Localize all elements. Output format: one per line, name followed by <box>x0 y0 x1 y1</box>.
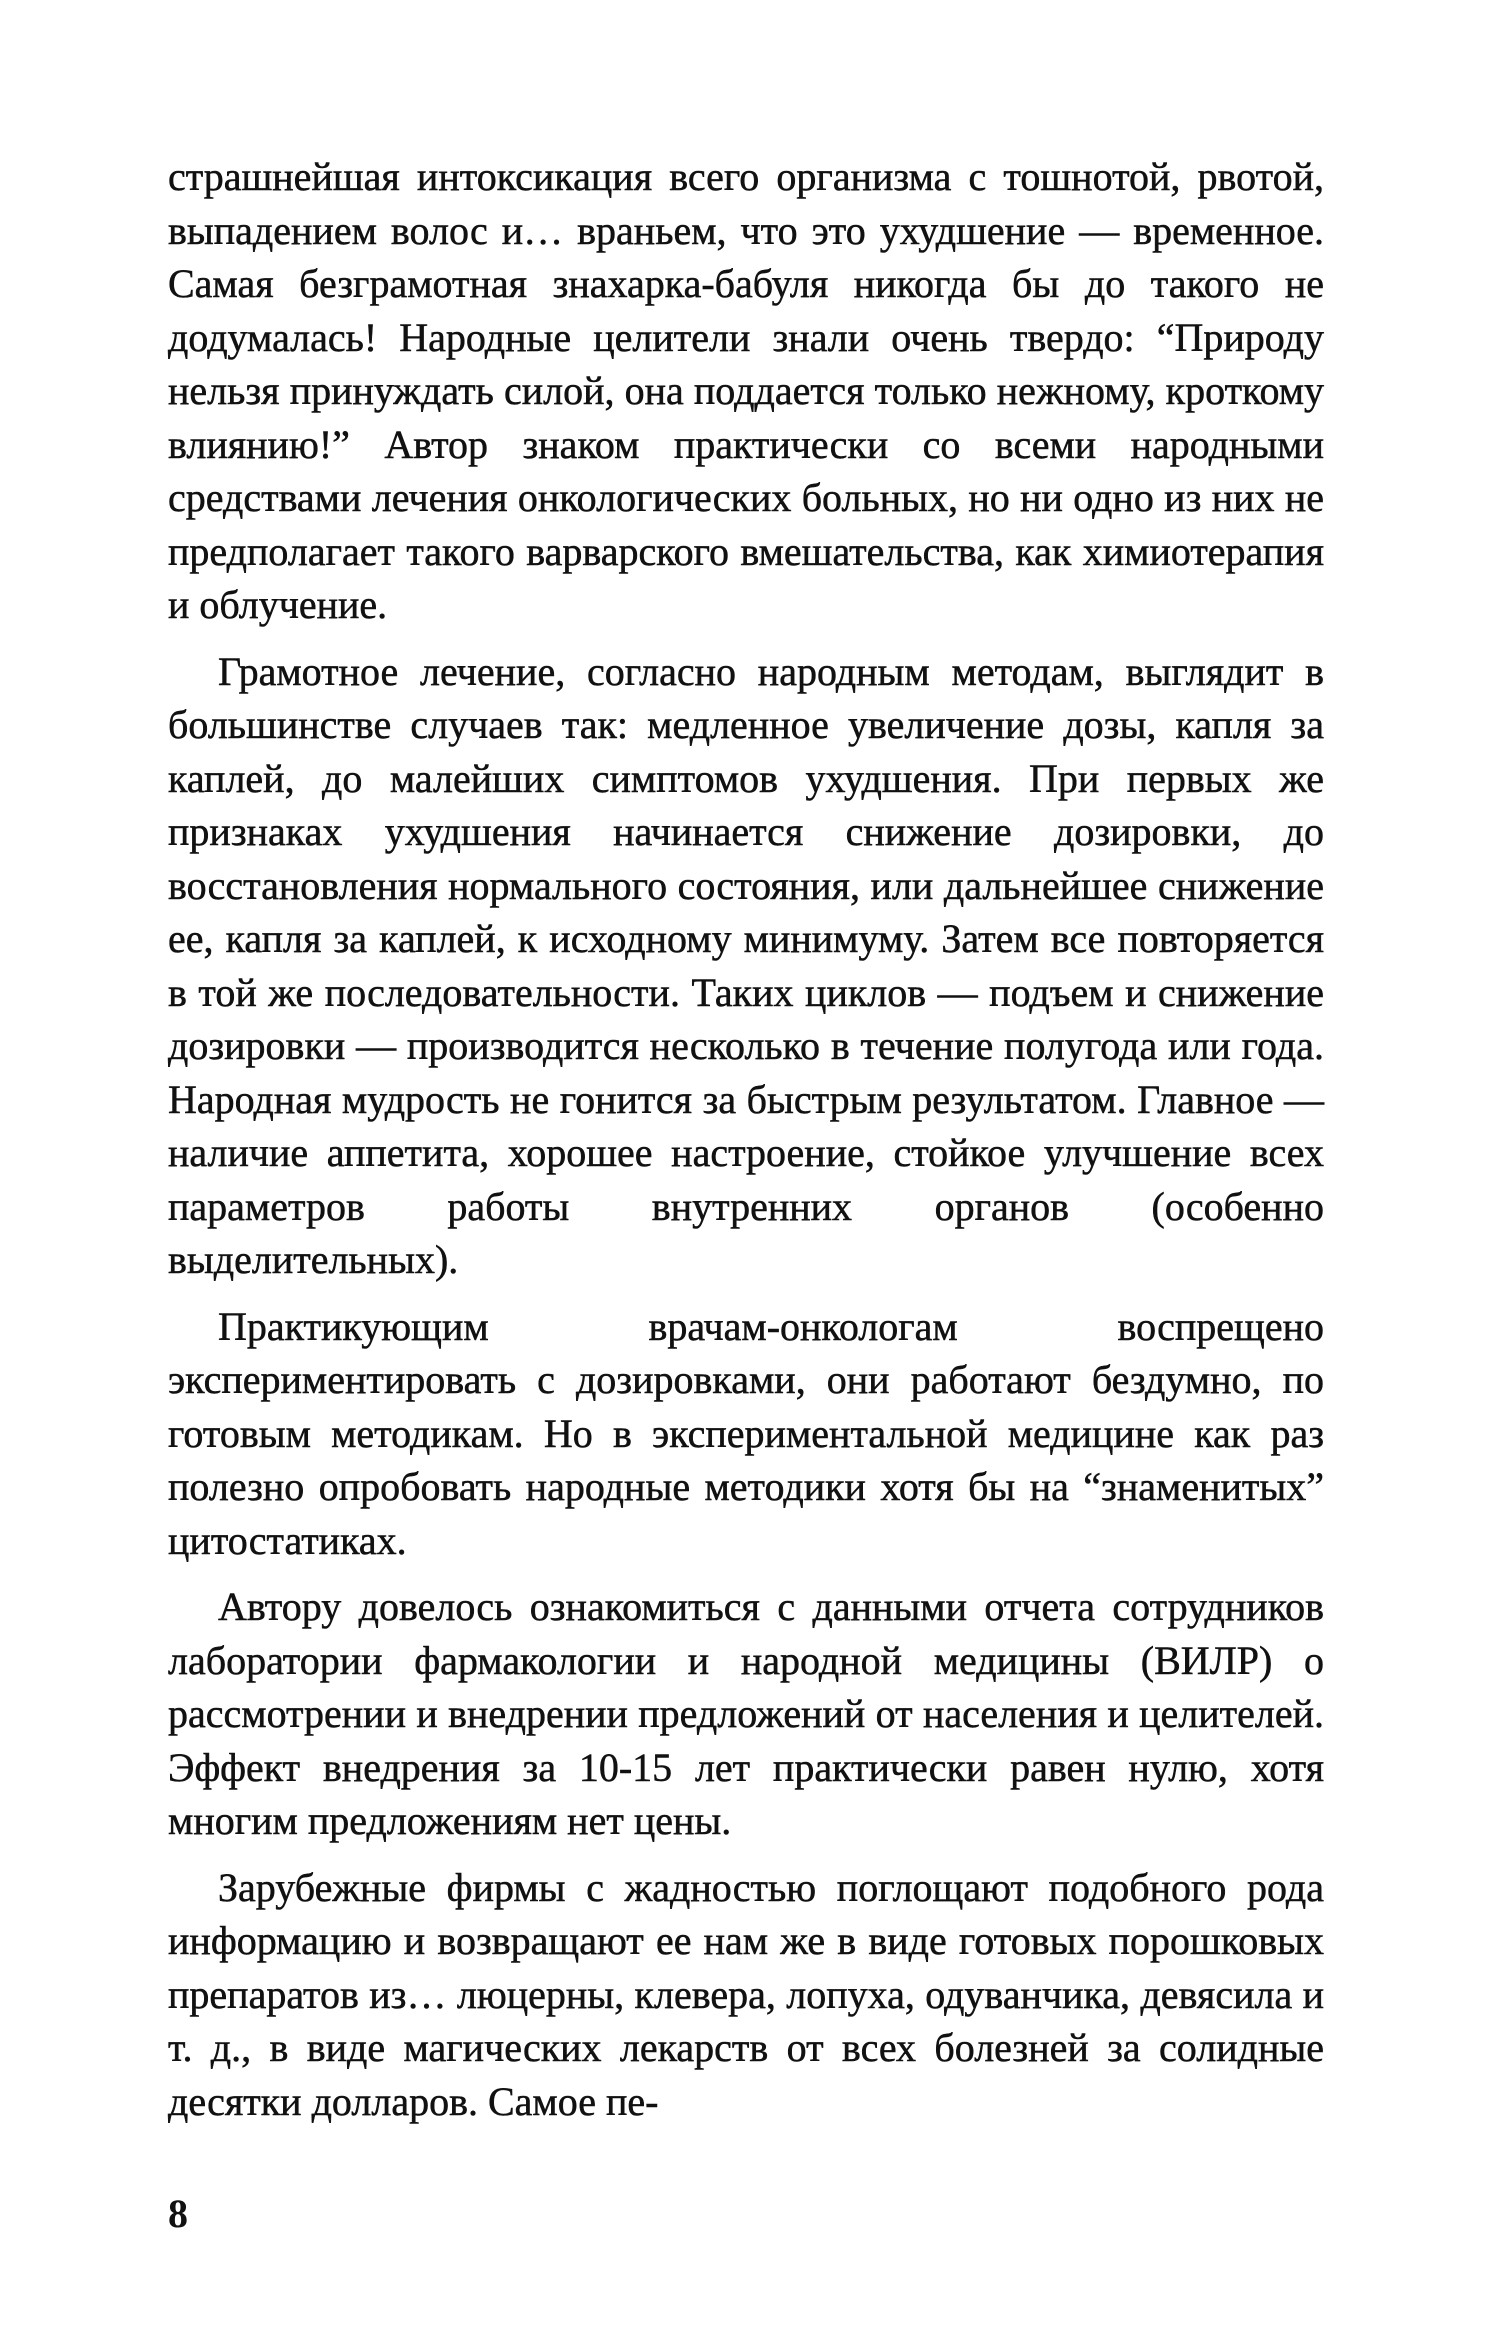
paragraph-vilr-report: Автору довелось ознакомиться с данными отчета сотрудников лаборатории фармакологии и народной медицины (ВИЛР) о рассмотрении и внедрении предложений от населения и целителей. Эффект внедрения за 10-15 лет практически равен нулю, хотя многим предложениям нет цены. <box>168 1584 1324 1843</box>
paragraph-foreign-firms: Зарубежные фирмы с жадностью поглощают подобного рода информацию и возвращают ее нам же в виде готовых порошковых препаратов из… люцерны, клевера, лопуха, одуванчика, девясила и т. д., в виде магических лекарств от всех болезней за солидные десятки долларов. Самое пе- <box>168 1864 1324 2124</box>
page-body <box>168 150 1324 2141</box>
paragraph-oncologists: Практикующим врачам-онкологам воспрещено экспериментировать с дозировками, они работают бездумно, по готовым методикам. Но в экспериментальной медицине как раз полезно опробовать народные методики хотя бы на “знаменитых” цитостатиках. <box>168 1303 1324 1563</box>
paragraph-continuation: страшнейшая интоксикация всего организма с тошнотой, рвотой, выпадением волос и… враньем, что это ухудшение — временное. Самая безграмотная знахарка-бабуля никогда бы до такого не додумалась! Народные целители знали очень твердо: “Природу нельзя принуждать силой, она поддается только нежному, кроткому влиянию!” Автор знаком практически со всеми народными средствами лечения онкологических больных, но ни одно из них не предполагает такого варварского вмешательства, как химиотерапия и облучение. <box>168 154 1324 627</box>
paragraph-treatment-method: Грамотное лечение, согласно народным методам, выглядит в большинстве случаев так: медленное увеличение дозы, капля за каплей, до малейших симптомов ухудшения. При первых же признаках ухудшения начинается снижение дозировки, до восстановления нормального состояния, или дальнейшее снижение ее, капля за каплей, к исходному минимуму. Затем все повторяется в той же последовательности. Таких циклов — подъем и снижение дозировки — производится несколько в течение полугода или года. Народная мудрость не гонится за быстрым результатом. Главное — наличие аппетита, хорошее настроение, стойкое улучшение всех параметров работы внутренних органов (особенно выделительных). <box>168 648 1324 1282</box>
page-number: 8 <box>168 2191 188 2236</box>
